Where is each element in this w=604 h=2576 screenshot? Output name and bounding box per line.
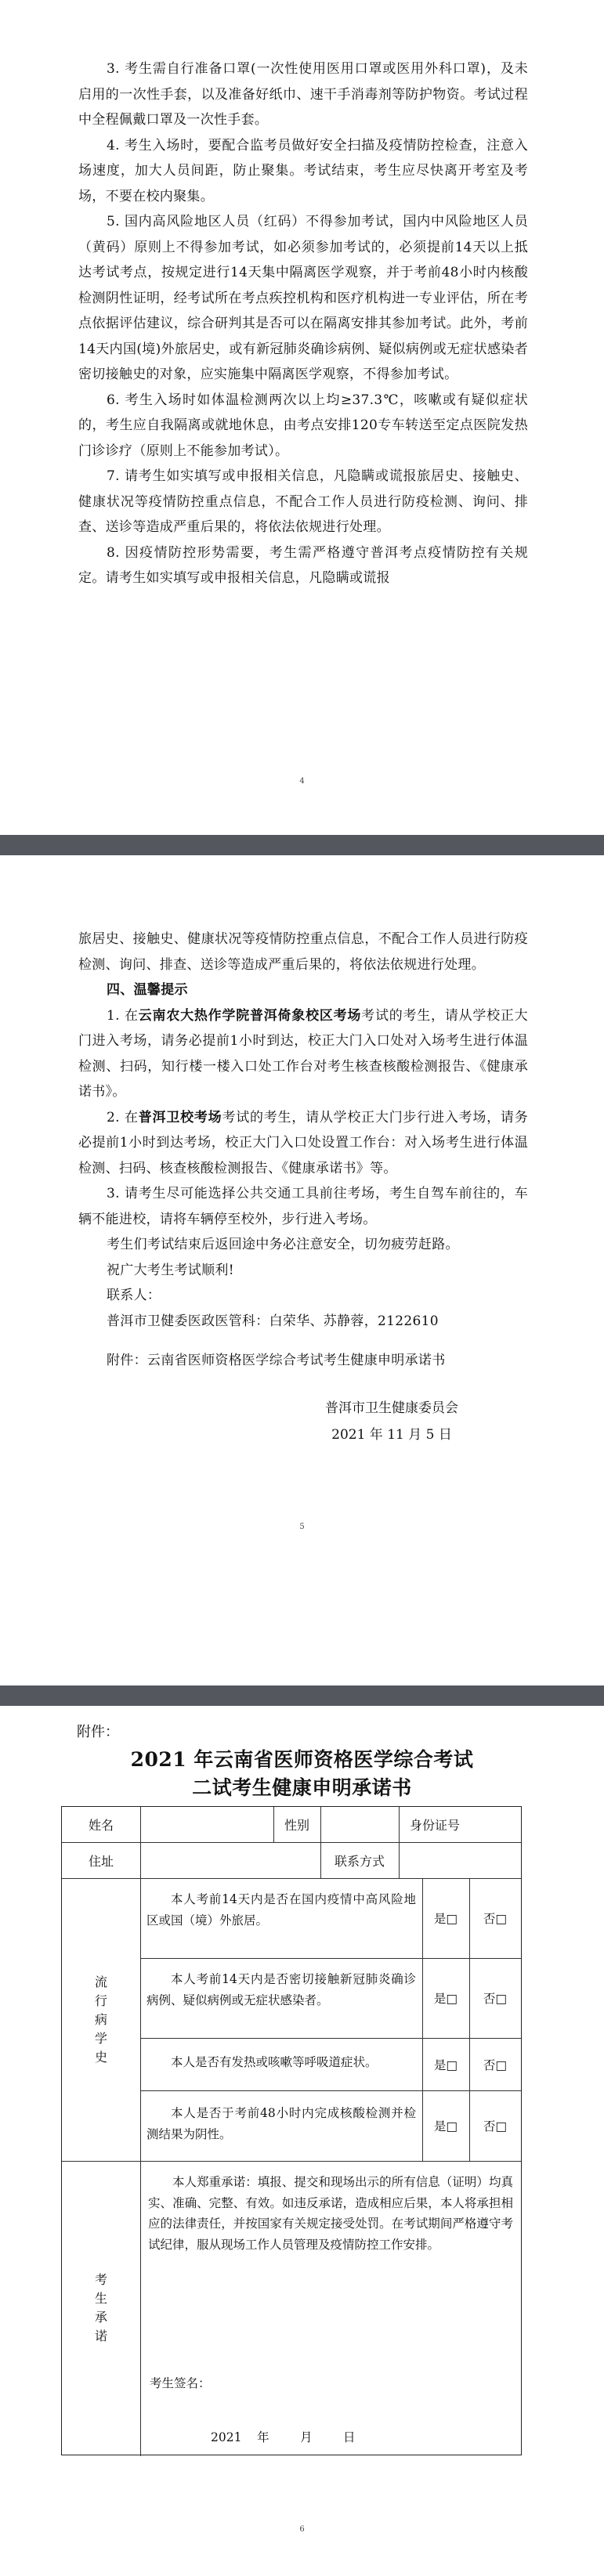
issuer: 普洱市卫生健康委员会 — [325, 1400, 458, 1416]
candidate-promise-label: 考 生 承 诺 — [94, 2271, 107, 2343]
form-title-line-2: 二试考生健康申明承诺书 — [192, 1776, 412, 1799]
history-test-no[interactable]: 否□ — [483, 2119, 508, 2133]
history-item-contact: 本人考前14天内是否密切接触新冠肺炎确诊病例、疑似病例或无症状感染者。 — [146, 1972, 416, 2007]
signature-date: 2021 年 月 日 — [211, 2430, 356, 2444]
history-item-symptoms: 本人是否有发热或咳嗽等呼吸道症状。 — [171, 2055, 378, 2069]
epidemiological-history-label: 流 行 病 学 史 — [94, 1974, 107, 2065]
contact-label: 联系方式 — [334, 1853, 385, 1869]
contact-label: 联系人： — [107, 1288, 161, 1303]
rule-6: 6. 考生入场时如体温检测两次以上均≥37.3℃，咳嗽或有疑似症状的，考生应自我隔离或就地休息，由考点安排120专车转送至定点医院发热门诊诊疗（原则上不能参加考试）。 — [78, 392, 528, 459]
promise-text: 本人郑重承诺：填报、提交和现场出示的所有信息（证明）均真实、准确、完整、有效。如违反承诺，造成相应后果，本人将承担相应的法律责任，并按国家有关规定接受处罚。在考试期间严格遵守考试纪律，服从现场工作人员管理及疫情防控工作安排。 — [148, 2175, 513, 2252]
history-item-travel: 本人考前14天内是否在国内疫情中高风险地区或国（境）外旅居。 — [146, 1892, 416, 1927]
tip-2-prefix: 2. 在 — [107, 1109, 139, 1125]
gender-field[interactable] — [321, 1808, 398, 1841]
contact-value: 普洱市卫健委医政医管科：白荣华、苏静蓉，2122610 — [107, 1313, 439, 1329]
history-symptoms-no[interactable]: 否□ — [483, 2058, 508, 2072]
gender-label: 性别 — [284, 1818, 309, 1833]
signature-label: 考生签名： — [150, 2376, 211, 2390]
rule-8: 8. 因疫情防控形势需要，考生需严格遵守普洱考点疫情防控有关规定。请考生如实填写或申报相关信息，凡隐瞒或谎报 — [78, 544, 528, 586]
page-4-body — [78, 56, 528, 591]
tip-2-text: 考试的考生，请从学校正大门步行进入考场，请务必提前1小时到达考场，校正大门入口处设置工作台：对入场考生进行体温检测、扫码、核查核酸检测报告、《健康承诺书》等。 — [78, 1109, 528, 1176]
tip-1-text: 考试的考生，请从学校正大门进入考场，请务必提前1小时到达，校正大门入口处对入场考生进行体温检测、扫码，知行楼一楼入口处工作台对考生核查核酸检测报告、《健康承诺书》。 — [78, 1007, 528, 1100]
health-declaration-form — [61, 1806, 522, 2455]
history-travel-no[interactable]: 否□ — [483, 1912, 508, 1926]
rule-4: 4. 考生入场时，要配合监考员做好安全扫描及疫情防控检查，注意入场速度，加大人员间距，防止聚集。考试结束，考生应尽快离开考室及考场，不要在校内聚集。 — [78, 137, 528, 204]
page-number: 6 — [299, 2525, 305, 2534]
form-title-line-1: 2021 年云南省医师资格医学综合考试 — [130, 1748, 474, 1771]
history-symptoms-yes[interactable]: 是□ — [433, 2058, 458, 2072]
history-contact-yes[interactable]: 是□ — [433, 1992, 458, 2006]
attachment-note: 附件：云南省医师资格医学综合考试考生健康申明承诺书 — [107, 1353, 446, 1368]
tip-2 — [78, 1105, 528, 1182]
page-separator — [0, 835, 604, 855]
rule-3: 3. 考生需自行准备口罩(一次性使用医用口罩或医用外科口罩)，及未启用的一次性手套，以及准备好纸巾、速干手消毒剂等防护物资。考试过程中全程佩戴口罩及一次性手套。 — [78, 61, 528, 128]
address-label: 住址 — [88, 1853, 114, 1869]
wish-luck: 祝广大考生考试顺利! — [107, 1262, 234, 1278]
tip-1 — [78, 1003, 528, 1105]
document-page-5 — [0, 855, 604, 1685]
name-field[interactable] — [141, 1808, 273, 1841]
signature-field[interactable] — [306, 2368, 510, 2396]
id-number-label: 身份证号 — [410, 1818, 461, 1833]
rule-7: 7. 请考生如实填写或申报相关信息，凡隐瞒或谎报旅居史、接触史、健康状况等疫情防控重点信息，不配合工作人员进行防疫检测、询问、排查、送诊等造成严重后果的，将依法依规进行处理。 — [78, 468, 528, 535]
tip-1-prefix: 1. 在 — [107, 1007, 139, 1024]
history-travel-yes[interactable]: 是□ — [433, 1912, 458, 1926]
page-separator — [0, 1685, 604, 1706]
contact-field[interactable] — [400, 1843, 520, 1877]
page-5-body — [78, 927, 528, 1374]
history-test-yes[interactable]: 是□ — [433, 2119, 458, 2133]
history-contact-no[interactable]: 否□ — [483, 1992, 508, 2006]
attachment-label: 附件： — [77, 1724, 119, 1740]
section-title: 四、温馨提示 — [107, 982, 188, 998]
page-number: 5 — [299, 1523, 305, 1531]
address-field[interactable] — [141, 1843, 320, 1877]
name-label: 姓名 — [88, 1818, 114, 1833]
wish-safety: 考生们考试结束后返回途中务必注意安全，切勿疲劳赶路。 — [107, 1237, 459, 1252]
tip-2-venue: 普洱卫校考场 — [138, 1109, 222, 1125]
tip-1-venue: 云南农大热作学院普洱倚象校区考场 — [138, 1007, 362, 1024]
issue-date: 2021 年 11 月 5 日 — [331, 1427, 452, 1443]
tip-3: 3. 请考生尽可能选择公共交通工具前往考场，考生自驾车前往的，车辆不能进校，请将车辆停至校外，步行进入考场。 — [78, 1186, 528, 1227]
rule-5: 5. 国内高风险地区人员（红码）不得参加考试，国内中风险地区人员（黄码）原则上不得参加考试，如必须参加考试的，必须提前14天以上抵达考试考点，按规定进行14天集中隔离医学观察，并于考前48小时内核酸检测阴性证明，经考试所在考点疾控机构和医疗机构进一专业评估，所在考点依据评估建议，综合研判其是否可以在隔离安排其参加考试。此外，考前14天内国(境)外旅居史，或有新冠肺炎确诊病例、疑似病例或无症状感染者密切接触史的对象，应实施集中隔离医学观察，不得参加考试。 — [78, 214, 528, 382]
continuation-text: 旅居史、接触史、健康状况等疫情防控重点信息，不配合工作人员进行防疫检测、询问、排查、送诊等造成严重后果的，将依法依规进行处理。 — [78, 931, 528, 973]
history-item-nucleic-test: 本人是否于考前48小时内完成核酸检测并检测结果为阴性。 — [146, 2106, 416, 2141]
page-number: 4 — [299, 777, 305, 786]
document-page-4 — [0, 0, 604, 835]
